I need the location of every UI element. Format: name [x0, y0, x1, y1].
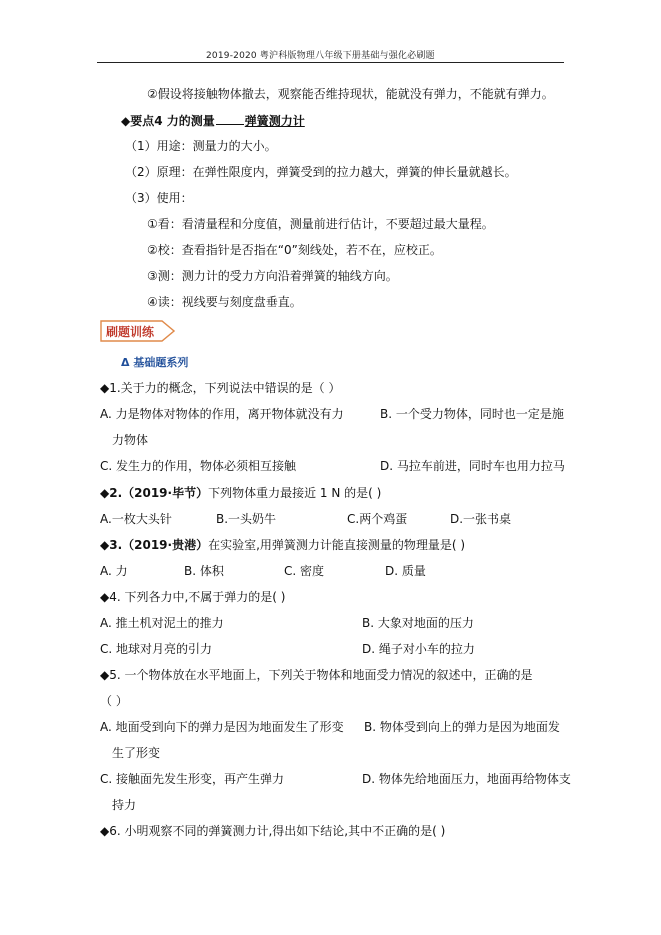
usage-line: （3）使用：: [125, 191, 193, 205]
step-look: ①看：看清量程和分度值，测量前进行估计，不要超过最大量程。: [147, 217, 494, 231]
q1-option-d: D. 马拉车前进，同时车也用力拉马: [380, 459, 565, 473]
q5-option-b-cont: 生了形变: [112, 746, 161, 760]
section-subtitle: Δ 基础题系列: [121, 356, 189, 369]
point-title-blank: [216, 112, 244, 125]
q4-stem: ◆4. 下列各力中,不属于弹力的是( ): [100, 590, 286, 604]
q3-option-a: A. 力: [100, 564, 128, 578]
q1-option-c: C. 发生力的作用，物体必须相互接触: [100, 459, 297, 473]
step-read: ④读：视线要与刻度盘垂直。: [147, 295, 302, 309]
q3-number: ◆3.（2019·贵港）: [100, 538, 209, 552]
q4-option-c: C. 地球对月亮的引力: [100, 642, 213, 656]
point-title: [121, 112, 305, 129]
q6-stem: ◆6. 小明观察不同的弹簧测力计,得出如下结论,其中不正确的是( ): [100, 824, 446, 838]
q3-option-c: C. 密度: [284, 564, 325, 578]
q5-option-b: B. 物体受到向上的弹力是因为地面发: [364, 720, 560, 734]
q3-stem: [100, 537, 465, 553]
step-calibrate: ②校：查看指针是否指在“0”刻线处，若不在，应校正。: [147, 243, 442, 257]
q2-number: ◆2.（2019·毕节）: [100, 486, 209, 500]
q4-option-d: D. 绳子对小车的拉力: [362, 642, 475, 656]
q5-option-a: A. 地面受到向下的弹力是因为地面发生了形变: [100, 720, 344, 734]
q2-text: 下列物体重力最接近 1 N 的是( ): [208, 486, 382, 500]
principle-line: （2）原理：在弹性限度内，弹簧受到的拉力越大，弹簧的伸长量就越长。: [125, 165, 517, 179]
badge-label: 刷题训练: [106, 325, 155, 339]
q5-stem: ◆5. 一个物体放在水平地面上，下列关于物体和地面受力情况的叙述中，正确的是: [100, 668, 533, 682]
point-title-underlined: 弹簧测力计: [244, 114, 305, 128]
q5-option-d-cont: 持力: [112, 798, 137, 812]
q3-text: 在实验室,用弹簧测力计能直接测量的物理量是( ): [208, 538, 466, 552]
section-badge: [100, 320, 175, 342]
q2-stem: [100, 485, 381, 501]
q2-option-d: D.一张书桌: [450, 512, 512, 526]
point-title-prefix: ◆要点4 力的测量: [121, 114, 215, 128]
q1-option-b-cont: 力物体: [112, 433, 149, 447]
q4-option-a: A. 推土机对泥土的推力: [100, 616, 224, 630]
q3-option-d: D. 质量: [385, 564, 426, 578]
q2-option-a: A.一枚大头针: [100, 512, 172, 526]
hypothesis-line: ②假设将接触物体撤去，观察能否维持现状，能就没有弹力，不能就有弹力。: [147, 87, 554, 101]
use-line: （1）用途：测量力的大小。: [125, 139, 277, 153]
step-measure: ③测：测力计的受力方向沿着弹簧的轴线方向。: [147, 269, 398, 283]
q1-option-b: B. 一个受力物体，同时也一定是施: [380, 407, 564, 421]
q5-option-d: D. 物体先给地面压力，地面再给物体支: [362, 772, 571, 786]
header-rule: [97, 62, 564, 63]
q4-option-b: B. 大象对地面的压力: [362, 616, 474, 630]
q2-option-b: B.一头奶牛: [216, 512, 277, 526]
q1-stem: ◆1.关于力的概念，下列说法中错误的是（ ）: [100, 381, 341, 395]
running-header: 2019-2020 粤沪科版物理八年级下册基础与强化必刷题: [206, 51, 435, 61]
q5-option-c: C. 接触面先发生形变，再产生弹力: [100, 772, 285, 786]
q3-option-b: B. 体积: [184, 564, 224, 578]
q1-option-a: A. 力是物体对物体的作用，离开物体就没有力: [100, 407, 344, 421]
q5-stem-cont: （ ）: [100, 694, 128, 708]
q2-option-c: C.两个鸡蛋: [347, 512, 408, 526]
